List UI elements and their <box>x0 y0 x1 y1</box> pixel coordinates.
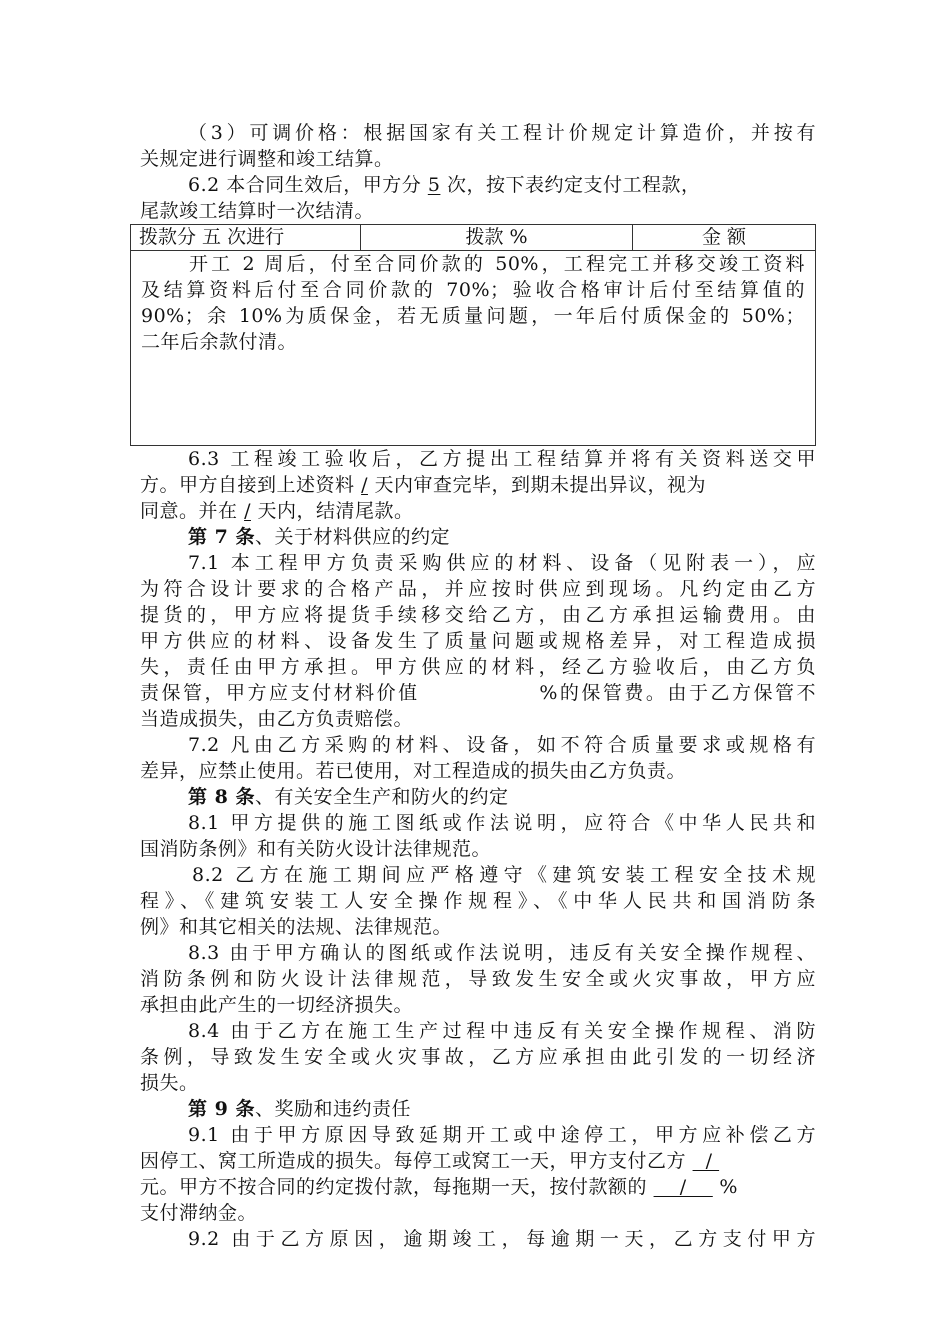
text-line: （3）可调价格：根据国家有关工程计价规定计算造价，并按有 <box>188 122 816 144</box>
text-span: 天内审查完毕，到期未提出异议，视为 <box>374 474 707 496</box>
article-number: 第 9 条 <box>188 1098 255 1120</box>
payment-table <box>130 224 816 446</box>
clause-9-1-line3 <box>140 1174 816 1200</box>
text-span: 天内，结清尾款。 <box>257 500 414 522</box>
text-line: 甲方供应的材料、设备发生了质量问题或规格差异，对工程造成损 <box>140 630 816 652</box>
article-7-heading <box>140 524 816 550</box>
compensation-blank: / <box>692 1150 720 1172</box>
text-line: 为符合设计要求的合格产品，并应按时供应到现场。凡约定由乙方 <box>140 578 816 600</box>
text-line: 9.2 由于乙方原因，逾期竣工，每逾期一天，乙方支付甲方 <box>188 1228 816 1250</box>
late-fee-rate-blank: / <box>653 1176 713 1198</box>
text-line: 责保管，甲方应支付材料价值 %的保管费。由于乙方保管不 <box>140 682 816 704</box>
text-line: 损失。 <box>140 1072 199 1094</box>
article-number: 第 7 条 <box>188 526 255 548</box>
text-line: 8.2 乙方在施工期间应严格遵守《建筑安装工程安全技术规 <box>192 864 816 886</box>
text-line: 差异，应禁止使用。若已使用，对工程造成的损失由乙方负责。 <box>140 760 687 782</box>
text-line: 失，责任由甲方承担。甲方供应的材料，经乙方验收后，由乙方负 <box>140 656 816 678</box>
text-line: 8.4 由于乙方在施工生产过程中违反有关安全操作规程、消防 <box>188 1020 816 1042</box>
text-line: 支付滞纳金。 <box>140 1202 258 1224</box>
header-installments: 拨款分 五 次进行 <box>131 225 361 250</box>
settle-days-blank: / <box>244 500 251 522</box>
text-line: 6.3 工程竣工验收后，乙方提出工程结算并将有关资料送交甲 <box>188 448 816 470</box>
article-title: 、关于材料供应的约定 <box>254 526 450 548</box>
text-span: 同意。并在 <box>140 500 238 522</box>
installments-blank: 5 <box>427 174 441 196</box>
text-span: 6.2 本合同生效后，甲方分 <box>188 174 422 196</box>
text-span: 次，按下表约定支付工程款， <box>446 174 701 196</box>
header-amount: 金 额 <box>701 226 747 248</box>
payment-table-header <box>131 225 815 251</box>
text-line: 7.2 凡由乙方采购的材料、设备，如不符合质量要求或规格有 <box>188 734 816 756</box>
text-span: 元。甲方不按合同的约定拨付款，每拖期一天，按付款额的 <box>140 1176 648 1198</box>
text-line: 7.1 本工程甲方负责采购供应的材料、设备（见附表一），应 <box>188 552 816 574</box>
table-text-line: 开工 2 周后，付至合同价款的 50%，工程完工并移交竣工资料 <box>189 253 805 275</box>
table-text-line: 及结算资料后付至合同价款的 70%；验收合格审计后付至结算值的 <box>141 279 805 301</box>
review-days-blank: / <box>361 474 368 496</box>
article-number: 第 8 条 <box>188 786 255 808</box>
text-line: 8.1 甲方提供的施工图纸或作法说明，应符合《中华人民共和 <box>188 812 816 834</box>
text-line: 消防条例和防火设计法律规范，导致发生安全或火灾事故，甲方应 <box>140 968 816 990</box>
text-line: 提货的，甲方应将提货手续移交给乙方，由乙方承担运输费用。由 <box>140 604 816 626</box>
text-line: 承担由此产生的一切经济损失。 <box>140 994 414 1016</box>
text-line: 8.3 由于甲方确认的图纸或作法说明，违反有关安全操作规程、 <box>188 942 816 964</box>
text-line: 9.1 由于甲方原因导致延期开工或中途停工，甲方应补偿乙方 <box>188 1124 816 1146</box>
text-line: 关规定进行调整和竣工结算。 <box>140 148 394 170</box>
clause-6-3-line2 <box>140 472 816 498</box>
header-percent: 拨款 % <box>361 225 633 250</box>
text-span: 方。甲方自接到上述资料 <box>140 474 355 496</box>
clause-6-3-line3 <box>140 498 816 524</box>
text-line: 尾款竣工结算时一次结清。 <box>140 200 375 222</box>
article-title: 、奖励和违约责任 <box>254 1098 411 1120</box>
article-9-heading <box>140 1096 816 1122</box>
table-text-line: 90%；余 10%为质保金，若无质量问题，一年后付质保金的 50%； <box>141 305 805 327</box>
article-8-heading <box>140 784 816 810</box>
contract-page <box>140 120 816 1252</box>
text-span: 因停工、窝工所造成的损失。每停工或窝工一天，甲方支付乙方 <box>140 1150 687 1172</box>
text-line: 当造成损失，由乙方负责赔偿。 <box>140 708 414 730</box>
article-title: 、有关安全生产和防火的约定 <box>254 786 509 808</box>
text-line: 例》和其它相关的法规、法律规范。 <box>140 916 453 938</box>
text-line: 程》、《建筑安装工人安全操作规程》、《中华人民共和国消防条 <box>140 890 816 912</box>
text-span: % <box>719 1176 738 1198</box>
table-text-line: 二年后余款付清。 <box>141 331 298 353</box>
clause-6-2 <box>140 172 816 198</box>
clause-9-1-line2 <box>140 1148 816 1174</box>
payment-table-body <box>131 251 815 355</box>
text-line: 国消防条例》和有关防火设计法律规范。 <box>140 838 492 860</box>
text-line: 条例，导致发生安全或火灾事故，乙方应承担由此引发的一切经济 <box>140 1046 816 1068</box>
